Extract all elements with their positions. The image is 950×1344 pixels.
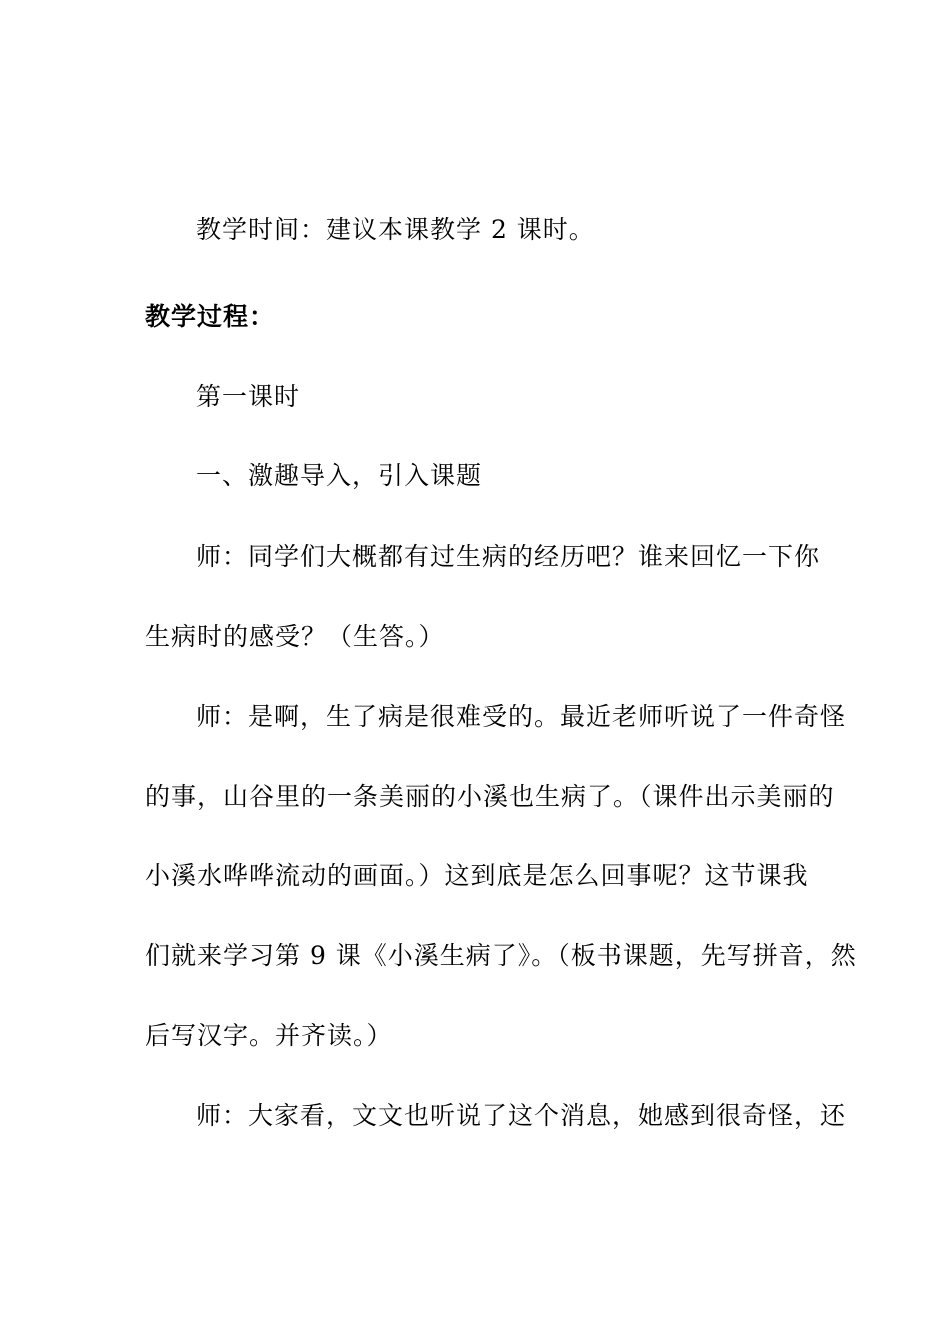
section-one-heading: 一、激趣导入，引入课题 (196, 461, 483, 490)
paragraph-line: 后写汉字。并齐读。） (145, 1021, 393, 1050)
paragraph-line: 的事，山谷里的一条美丽的小溪也生病了。（课件出示美丽的 (145, 782, 835, 811)
paragraph-line: 们就来学习第 9 课《小溪生病了》。（板书课题，先写拼音，然 (145, 941, 857, 970)
paragraph-line: 生病时的感受？（生答。） (145, 622, 445, 651)
paragraph-line: 小溪水哗哗流动的画面。）这到底是怎么回事呢？这节课我 (145, 861, 809, 890)
first-lesson-heading: 第一课时 (196, 382, 301, 411)
teaching-process-heading: 教学过程： (145, 302, 276, 331)
paragraph-line: 师：大家看，文文也听说了这个消息，她感到很奇怪，还 (196, 1101, 847, 1130)
teaching-time-line: 教学时间：建议本课教学 2 课时。 (196, 215, 595, 244)
paragraph-line: 师：同学们大概都有过生病的经历吧？谁来回忆一下你 (196, 542, 821, 571)
paragraph-line: 师：是啊，生了病是很难受的。最近老师听说了一件奇怪 (196, 702, 847, 731)
